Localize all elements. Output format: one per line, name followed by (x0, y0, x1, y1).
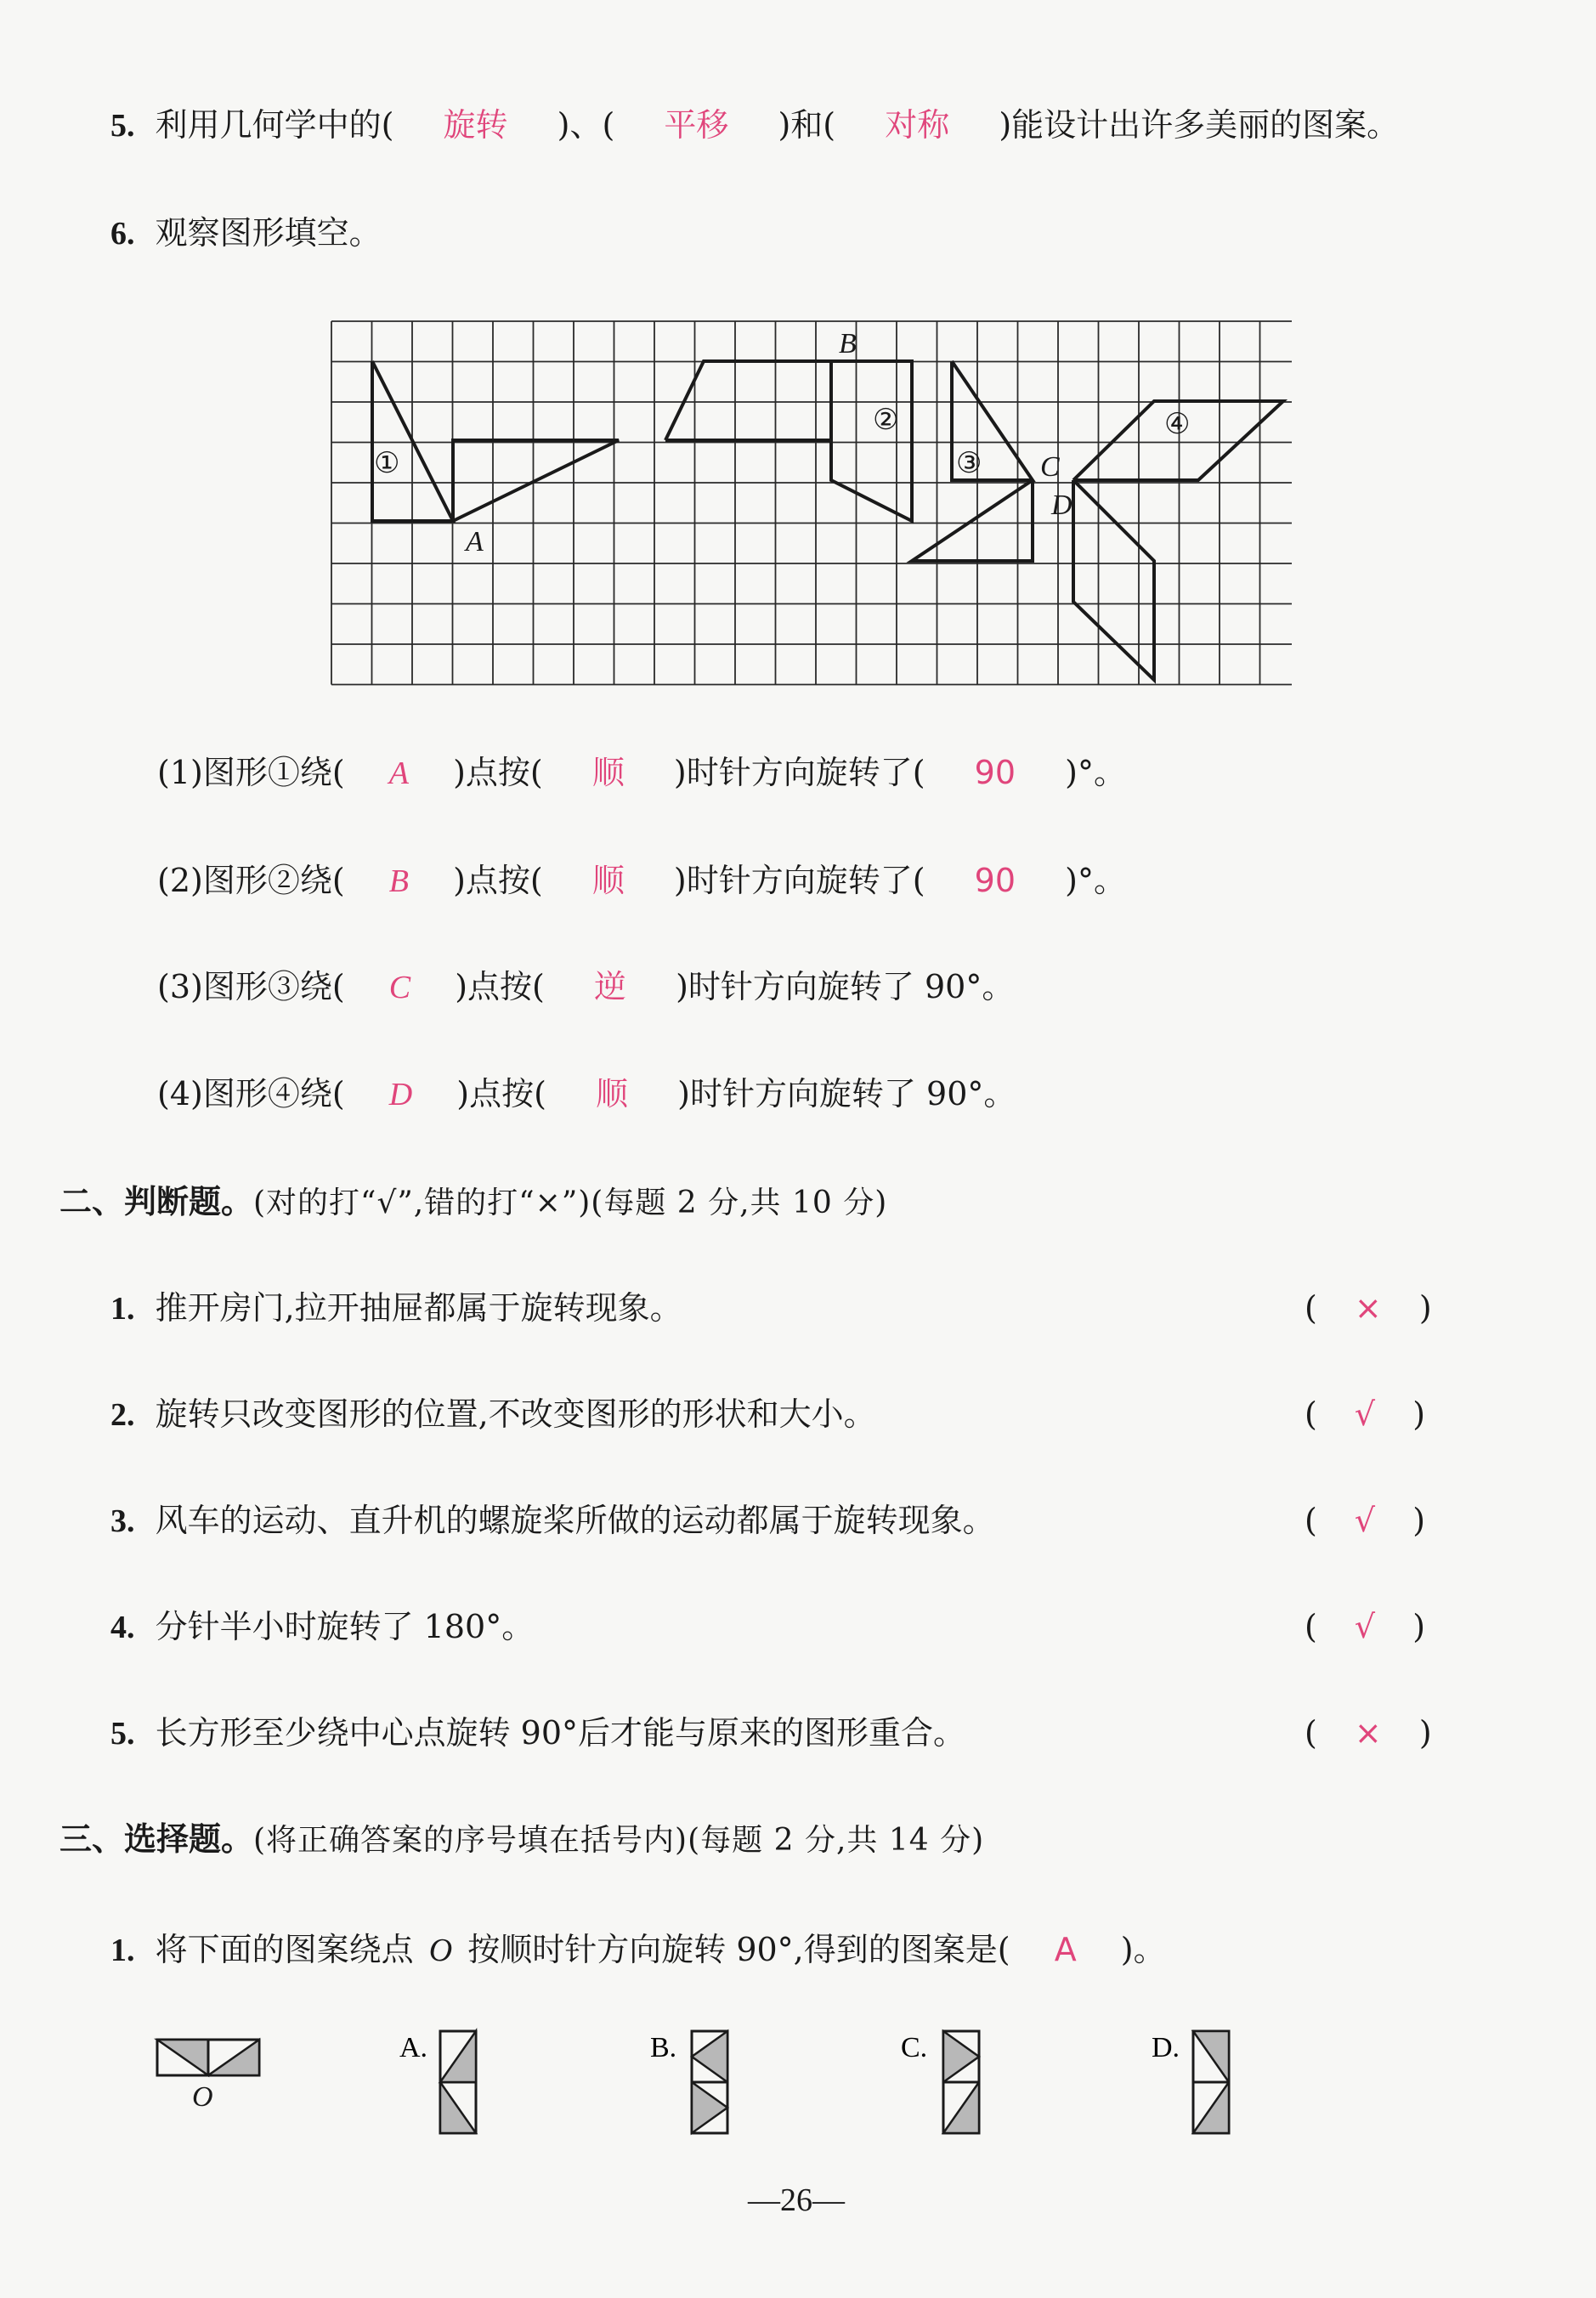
shape-2-marker: ② (873, 403, 899, 437)
point-b-label: B (839, 328, 857, 359)
shape-2 (665, 361, 831, 440)
judge-1-answer-box: ( × ) (1305, 1289, 1432, 1327)
shape-1-marker: ① (374, 446, 400, 480)
judge-3-answer-box: ( √ ) (1305, 1502, 1426, 1539)
option-b-label: B. (650, 2032, 677, 2063)
sub2-degrees: 90 (974, 862, 1016, 899)
sub1-mid-2: )时针方向旋转了( (673, 754, 925, 791)
pattern-point-o: O (192, 2081, 213, 2113)
sub3-mid: )点按( (455, 968, 545, 1005)
sub-question-4 (157, 1075, 1016, 1112)
q5-answer-2: 平移 (664, 106, 729, 144)
sub3-direction: 逆 (593, 968, 626, 1005)
sub3-point: C (388, 970, 411, 1005)
choice-1-options-figure (153, 2023, 1258, 2150)
judge-4-number: 4. (110, 1610, 135, 1645)
sub1-mid: )点按( (453, 754, 543, 791)
q5-number: 5. (110, 108, 135, 144)
judge-2-number: 2. (110, 1397, 135, 1433)
point-a-label: A (466, 526, 484, 558)
judge-item-2 (110, 1395, 876, 1433)
choice-1-mid: 按顺时针方向旋转 90°,得到的图案是( (467, 1931, 1010, 1968)
judge-item-4 (110, 1610, 534, 1644)
judge-4-answer-box: ( √ ) (1305, 1608, 1426, 1645)
choice-1-point-o: O (428, 1933, 453, 1968)
sub-question-1 (157, 756, 1126, 790)
q5-mid-2: )和( (778, 106, 836, 144)
judge-5-answer: × (1354, 1714, 1382, 1752)
judge-4-answer: √ (1354, 1608, 1376, 1645)
judge-1-number: 1. (110, 1291, 135, 1327)
option-c[interactable] (901, 2031, 979, 2133)
sub2-mid-2: )时针方向旋转了( (673, 862, 925, 899)
sub2-end: )°。 (1065, 862, 1126, 899)
judge-3-text: 风车的运动、直升机的螺旋桨所做的运动都属于旋转现象。 (155, 1502, 995, 1539)
option-c-label: C. (901, 2032, 928, 2063)
judge-3-answer: √ (1354, 1502, 1376, 1539)
sub2-prefix: (2)图形②绕( (157, 862, 345, 899)
section-3-heading (59, 1820, 985, 1858)
q5-prefix: 利用几何学中的( (155, 106, 394, 144)
q6-text: 观察图形填空。 (155, 214, 382, 252)
option-a-label: A. (399, 2032, 428, 2063)
judge-1-text: 推开房门,拉开抽屉都属于旋转现象。 (155, 1289, 682, 1327)
q5-suffix: )能设计出许多美丽的图案。 (999, 106, 1400, 144)
judge-2-answer: √ (1354, 1395, 1376, 1433)
judge-item-5 (110, 1714, 966, 1752)
judge-1-answer: × (1354, 1289, 1382, 1327)
sub2-point: B (388, 863, 409, 899)
shape-3-rotated (912, 480, 1033, 561)
section-2-note: (对的打“√”,错的打“×”)(每题 2 分,共 10 分) (253, 1186, 888, 1220)
sub1-point: A (388, 756, 409, 791)
section-2-heading (59, 1182, 888, 1220)
rotation-grid-figure (323, 314, 1292, 688)
q6-number: 6. (110, 216, 135, 252)
shape-3-marker: ③ (956, 446, 982, 480)
section-3-title: 三、选择题。 (59, 1820, 254, 1858)
sub2-direction: 顺 (591, 862, 625, 899)
judge-5-text: 长方形至少绕中心点旋转 90°后才能与原来的图形重合。 (155, 1714, 966, 1752)
q6-line (110, 214, 382, 252)
page-number: —26— (748, 2182, 845, 2218)
sub4-prefix: (4)图形④绕( (157, 1075, 345, 1112)
option-a[interactable] (399, 2031, 476, 2133)
sub4-point: D (388, 1077, 413, 1112)
sub1-direction: 顺 (591, 754, 625, 791)
option-d[interactable] (1152, 2031, 1229, 2133)
sub-question-2 (157, 864, 1126, 897)
q5-line (110, 106, 1400, 144)
sub1-end: )°。 (1065, 754, 1126, 791)
judge-4-text: 分针半小时旋转了 180°。 (155, 1608, 535, 1645)
shape-1-rotated (453, 440, 619, 521)
shape-2-rotated (831, 361, 912, 521)
point-c-label: C (1040, 451, 1060, 483)
shape-4-rotated (1073, 480, 1154, 680)
sub4-mid-2: )时针方向旋转了 90°。 (677, 1075, 1016, 1112)
judge-item-1 (110, 1289, 682, 1327)
sub3-prefix: (3)图形③绕( (157, 968, 345, 1005)
choice-question-1 (110, 1933, 1166, 1967)
q5-answer-1: 旋转 (443, 106, 508, 144)
judge-2-answer-box: ( √ ) (1305, 1395, 1426, 1433)
judge-5-answer-box: ( × ) (1305, 1714, 1432, 1752)
grid (331, 321, 1292, 685)
shape-4-marker: ④ (1164, 407, 1191, 441)
judge-3-number: 3. (110, 1503, 135, 1539)
judge-item-3 (110, 1504, 995, 1537)
sub4-mid: )点按( (456, 1075, 546, 1112)
original-pattern (157, 2040, 259, 2113)
judge-2-text: 旋转只改变图形的位置,不改变图形的形状和大小。 (155, 1395, 876, 1433)
choice-1-number: 1. (110, 1933, 135, 1968)
judge-5-number: 5. (110, 1716, 135, 1752)
section-2-title: 二、判断题。 (59, 1182, 254, 1220)
sub1-prefix: (1)图形①绕( (157, 754, 345, 791)
option-d-label: D. (1152, 2032, 1180, 2063)
q5-mid-1: )、( (557, 106, 615, 144)
choice-1-end: )。 (1120, 1931, 1166, 1968)
q5-answer-3: 对称 (885, 106, 950, 144)
sub3-mid-2: )时针方向旋转了 90°。 (676, 968, 1015, 1005)
option-b[interactable] (650, 2031, 727, 2133)
choice-1-prefix: 将下面的图案绕点 (155, 1931, 414, 1968)
sub1-degrees: 90 (974, 754, 1016, 791)
point-d-label: D (1051, 490, 1072, 521)
choice-1-answer: A (1054, 1931, 1077, 1968)
section-3-note: (将正确答案的序号填在括号内)(每题 2 分,共 14 分) (253, 1823, 985, 1858)
sub2-mid: )点按( (453, 862, 543, 899)
sub-question-3 (157, 968, 1015, 1005)
sub4-direction: 顺 (596, 1075, 629, 1112)
